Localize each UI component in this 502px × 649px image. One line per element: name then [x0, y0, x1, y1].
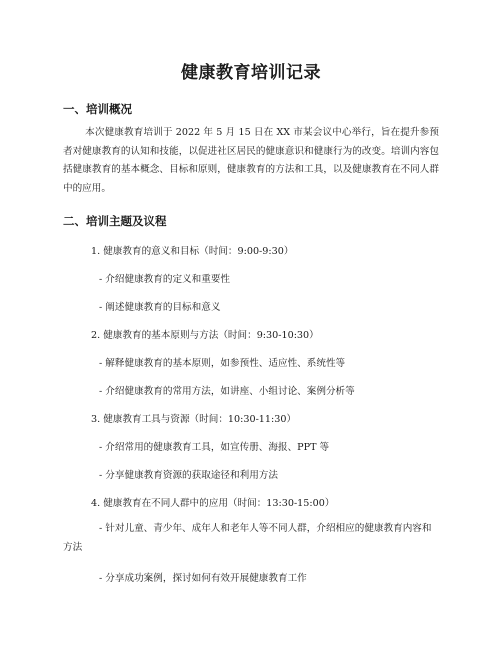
topic-4-point-1-text: - 针对儿童、青少年、成年人和老年人等不同人群，介绍相应的健康教育内容和方法 — [63, 523, 432, 553]
overview-paragraph — [63, 124, 439, 198]
topic-2-point-1-text: - 解释健康教育的基本原则，如参预性、适应性、系统性等 — [99, 358, 346, 369]
topic-1-point-2 — [91, 300, 220, 316]
topic-2-point-2-text: - 介绍健康教育的常用方法，如讲座、小组讨论、案例分析等 — [99, 386, 355, 397]
document-title: 健康教育培训记录 — [181, 63, 321, 83]
topic-3-point-1-text: - 介绍常用的健康教育工具，如宣传册、海报、PPT 等 — [99, 442, 330, 453]
topic-1-point-1-text: - 介绍健康教育的定义和重要性 — [99, 274, 231, 285]
topic-2-point-1 — [91, 356, 345, 372]
topic-4-point-2-text: - 分享成功案例，探讨如何有效开展健康教育工作 — [99, 573, 307, 584]
topic-1-point-1 — [91, 272, 230, 288]
topic-4-point-2 — [91, 571, 307, 587]
topic-4-label: 4. 健康教育在不同人群中的应用（时间：13:30-15:00） — [91, 498, 335, 509]
topic-2-label: 2. 健康教育的基本原则与方法（时间：9:30-10:30） — [91, 330, 319, 341]
section-heading-agenda: 二、培训主题及议程 — [63, 214, 167, 228]
overview-paragraph-text: 本次健康教育培训于 2022 年 5 月 15 日在 XX 市某会议中心举行，旨在提升参预者对健康教育的认知和技能，以促进社区居民的健康意识和健康行为的改变。培训内容包括健康教育的基本概念、目标和原则，健康教育的方法和工具，以及健康教育在不同人群中的应用。 — [63, 127, 439, 194]
topic-4-point-1 — [63, 520, 439, 557]
topic-2-point-2 — [91, 384, 355, 400]
section-heading-overview: 一、培训概况 — [63, 102, 132, 116]
topic-1-label: 1. 健康教育的意义和目标（时间：9:00-9:30） — [91, 246, 294, 257]
topic-3-point-2-text: - 分享健康教育资源的获取途径和利用方法 — [99, 470, 278, 481]
topic-1-point-2-text: - 阐述健康教育的目标和意义 — [99, 302, 221, 313]
topic-3-label: 3. 健康教育工具与资源（时间：10:30-11:30） — [91, 414, 297, 425]
topic-3-point-1 — [91, 440, 329, 456]
topic-3-point-2 — [91, 468, 278, 484]
